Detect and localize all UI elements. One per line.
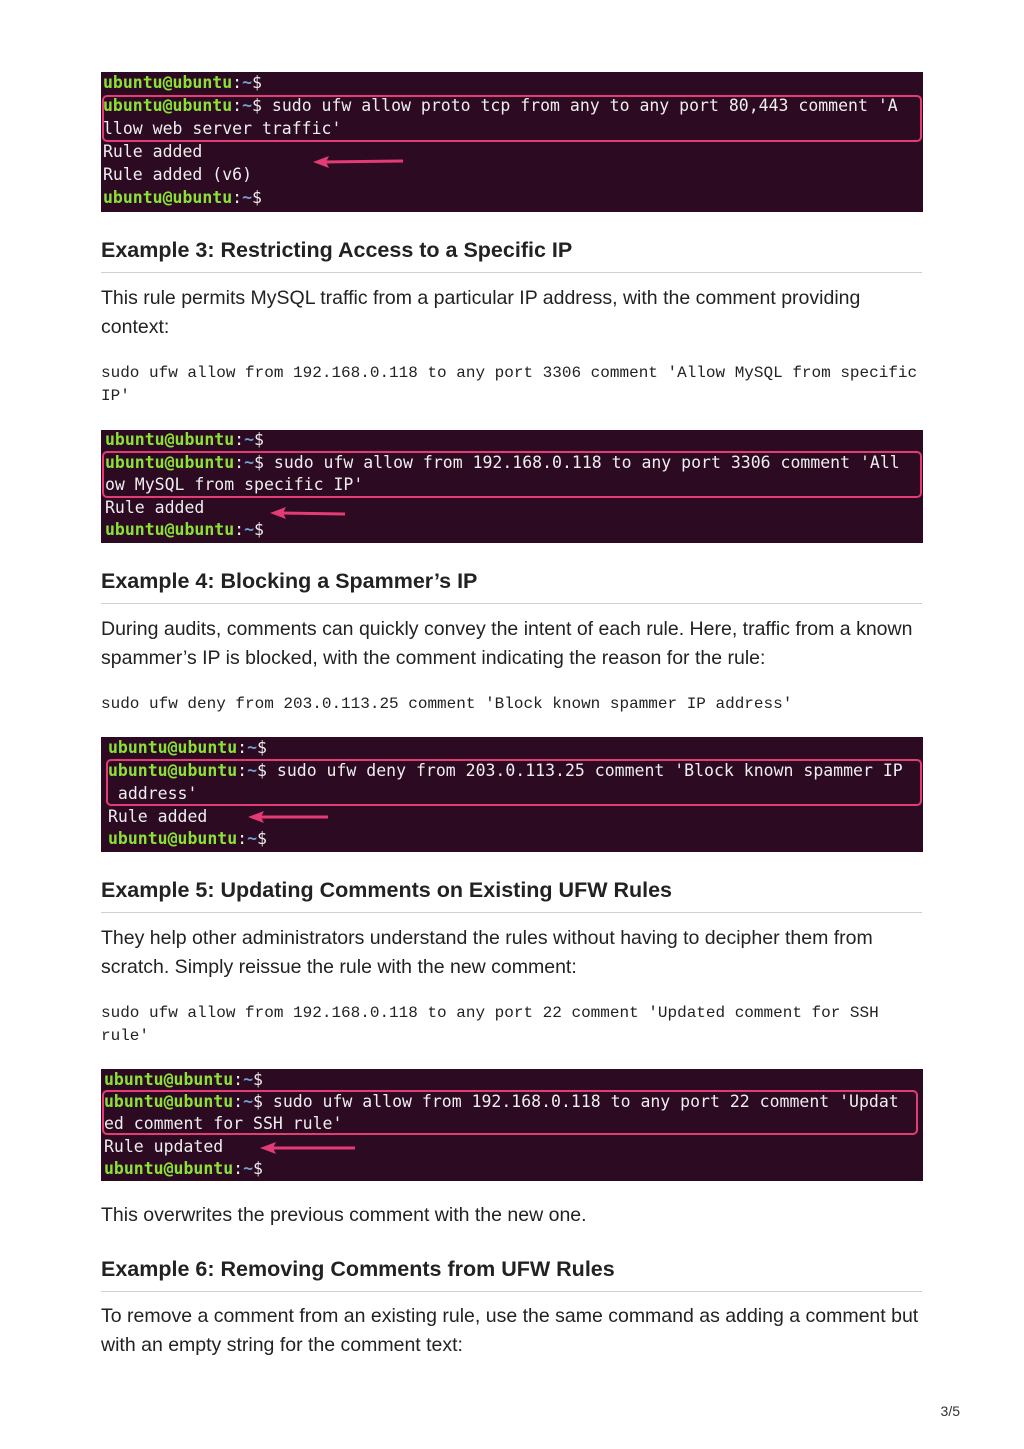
- terminal-line: ubuntu@ubuntu:~$: [104, 1159, 263, 1178]
- code-block: sudo ufw allow from 192.168.0.118 to any port 22 comment 'Updated comment for SSH rule': [101, 1004, 889, 1045]
- terminal-line: llow web server traffic': [103, 119, 342, 138]
- terminal-screenshot-3: [101, 737, 923, 852]
- terminal-screenshot-4: [101, 1069, 923, 1181]
- section-paragraph: This rule permits MySQL traffic from a particular IP address, with the comment providing context:: [101, 287, 861, 338]
- highlight-box: [106, 759, 922, 806]
- terminal-line: ubuntu@ubuntu:~$ sudo ufw allow from 192.168.0.118 to any port 3306 comment 'All: [105, 453, 900, 472]
- terminal-line: ubuntu@ubuntu:~$ sudo ufw deny from 203.0.113.25 comment 'Block known spammer IP: [108, 761, 903, 780]
- terminal-line: ubuntu@ubuntu:~$: [108, 829, 267, 848]
- arrow-left-icon: [268, 505, 348, 521]
- arrow-left-icon: [311, 154, 406, 170]
- terminal-output: Rule added: [108, 807, 208, 826]
- section-paragraph: During audits, comments can quickly convey the intent of each rule. Here, traffic from a known spammer’s IP is blocked, with the comment indicating the reason for the rule:: [101, 618, 913, 669]
- terminal-line: ubuntu@ubuntu:~$: [105, 520, 264, 539]
- highlight-box: [102, 451, 922, 498]
- terminal-line: ubuntu@ubuntu:~$: [105, 430, 264, 449]
- terminal-screenshot-2: [101, 430, 923, 543]
- terminal-output: Rule updated: [104, 1137, 224, 1156]
- section-paragraph: They help other administrators understand the rules without having to decipher them from scratch. Simply reissue the rule with the new comment:: [101, 927, 873, 978]
- terminal-line: ubuntu@ubuntu:~$: [104, 1070, 263, 1089]
- page-number: 3/5: [940, 1403, 960, 1419]
- body-paragraph: This overwrites the previous comment with the new one.: [101, 1204, 587, 1226]
- terminal-line: ubuntu@ubuntu:~$ sudo ufw allow from 192.168.0.118 to any port 22 comment 'Updat: [104, 1092, 899, 1111]
- terminal-line: ow MySQL from specific IP': [105, 475, 364, 494]
- section-heading-example-3: Example 3: Restricting Access to a Specific IP: [101, 238, 922, 273]
- terminal-line: ubuntu@ubuntu:~$: [103, 73, 262, 92]
- terminal-line: ubuntu@ubuntu:~$: [108, 738, 267, 757]
- terminal-line: address': [108, 784, 198, 803]
- terminal-output: Rule added: [105, 498, 205, 517]
- terminal-screenshot-1: [101, 72, 923, 212]
- section-heading-example-4: Example 4: Blocking a Spammer’s IP: [101, 569, 922, 604]
- terminal-output: Rule added: [103, 142, 203, 161]
- section-heading-example-6: Example 6: Removing Comments from UFW Rules: [101, 1257, 922, 1292]
- section-heading-example-5: Example 5: Updating Comments on Existing UFW Rules: [101, 878, 922, 913]
- highlight-box: [102, 95, 922, 142]
- code-block: sudo ufw deny from 203.0.113.25 comment 'Block known spammer IP address': [101, 695, 793, 713]
- arrow-left-icon: [258, 1140, 358, 1156]
- section-paragraph: To remove a comment from an existing rule, use the same command as adding a comment but with an empty string for the comment text:: [101, 1305, 919, 1356]
- arrow-left-icon: [246, 809, 331, 825]
- terminal-line: ed comment for SSH rule': [104, 1114, 343, 1133]
- terminal-output: Rule added (v6): [103, 165, 253, 184]
- code-block: sudo ufw allow from 192.168.0.118 to any port 3306 comment 'Allow MySQL from specific IP': [101, 364, 927, 405]
- highlight-box: [102, 1090, 918, 1135]
- terminal-line: ubuntu@ubuntu:~$ sudo ufw allow proto tcp from any to any port 80,443 comment 'A: [103, 96, 898, 115]
- terminal-line: ubuntu@ubuntu:~$: [103, 188, 262, 207]
